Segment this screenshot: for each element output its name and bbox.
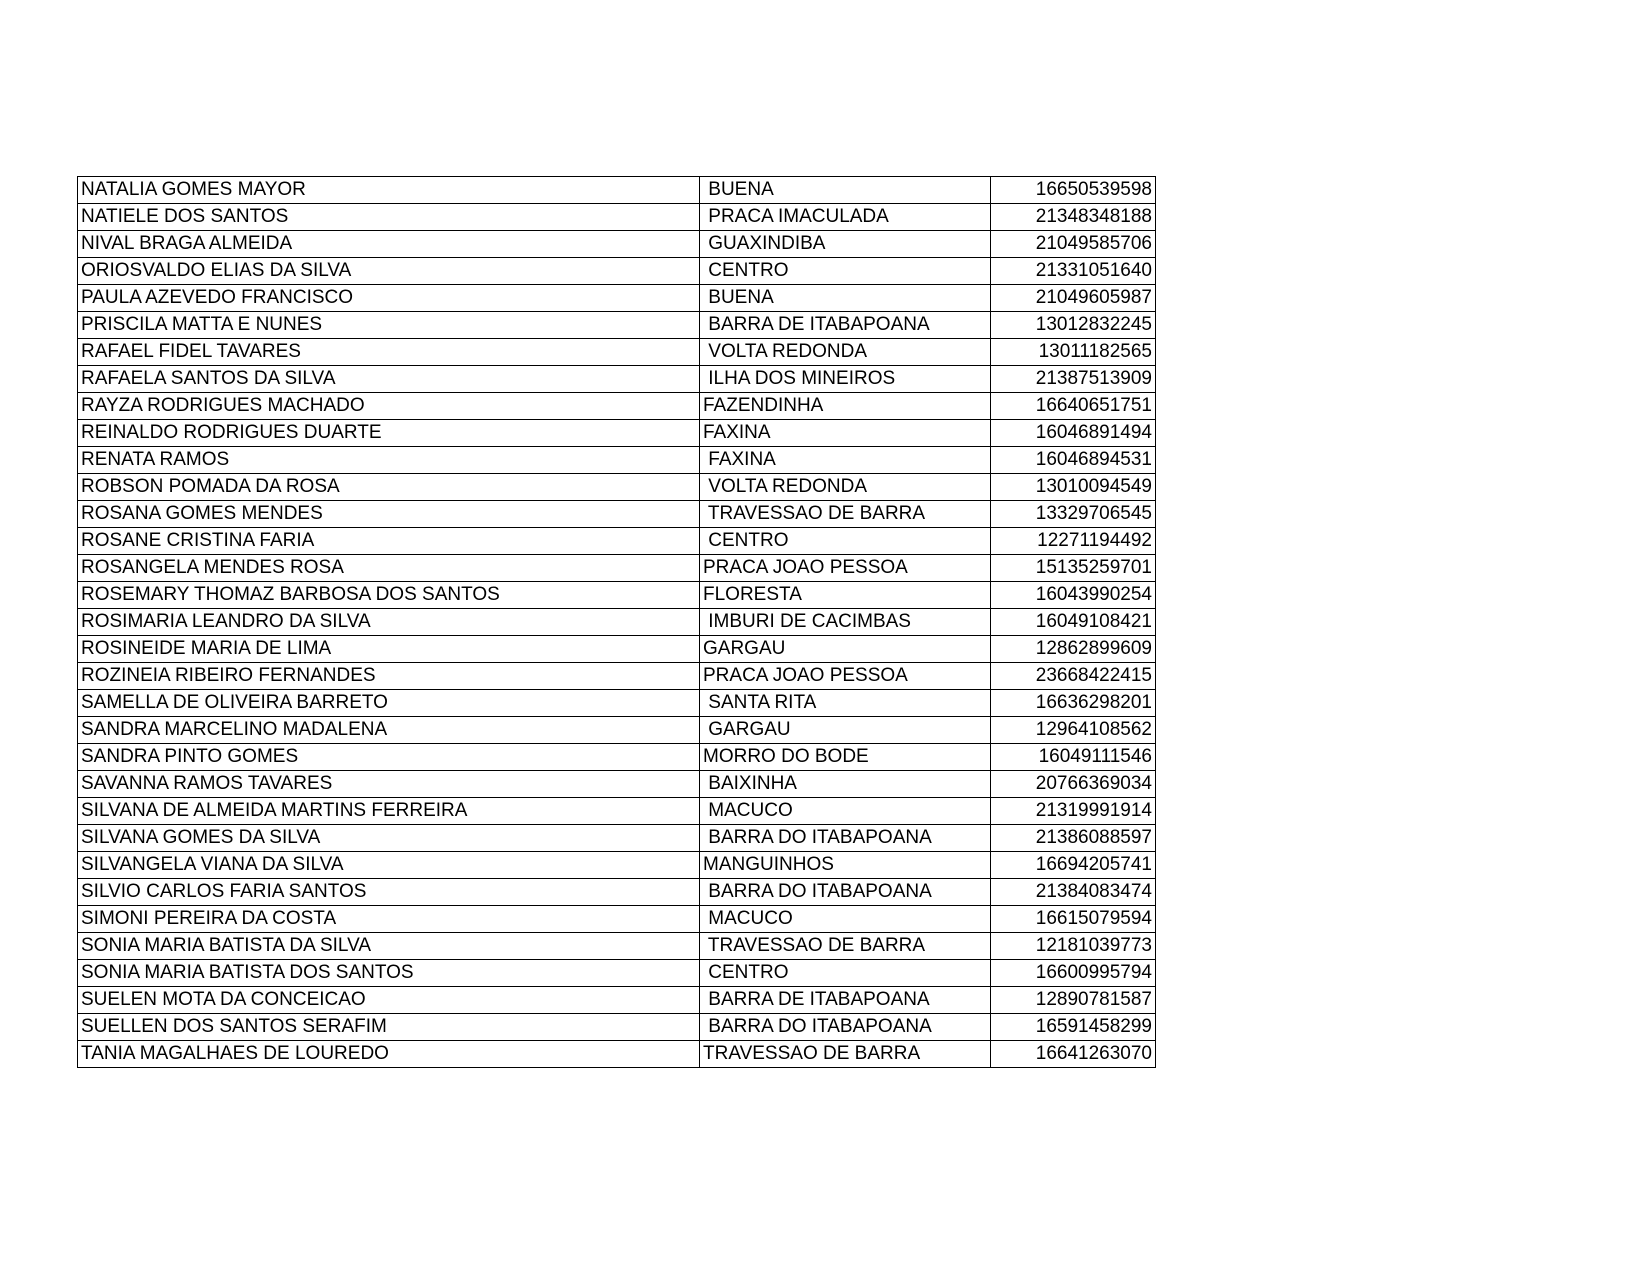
id-number-cell: 16046894531 xyxy=(991,447,1156,474)
id-number-cell: 20766369034 xyxy=(991,771,1156,798)
id-number-cell: 16640651751 xyxy=(991,393,1156,420)
id-number-cell: 16650539598 xyxy=(991,177,1156,204)
table-row xyxy=(78,366,1156,393)
person-name-cell: NIVAL BRAGA ALMEIDA xyxy=(78,231,700,258)
locality-cell: MACUCO xyxy=(700,906,991,933)
table-row xyxy=(78,447,1156,474)
locality-cell: ILHA DOS MINEIROS xyxy=(700,366,991,393)
person-name-cell: ROSINEIDE MARIA DE LIMA xyxy=(78,636,700,663)
person-name-cell: SIMONI PEREIRA DA COSTA xyxy=(78,906,700,933)
locality-cell: BARRA DE ITABAPOANA xyxy=(700,312,991,339)
locality-cell: BARRA DO ITABAPOANA xyxy=(700,1014,991,1041)
locality-cell: PRACA IMACULADA xyxy=(700,204,991,231)
table-row xyxy=(78,771,1156,798)
table-row xyxy=(78,636,1156,663)
id-number-cell: 16615079594 xyxy=(991,906,1156,933)
id-number-cell: 16600995794 xyxy=(991,960,1156,987)
table-row xyxy=(78,933,1156,960)
id-number-cell: 16636298201 xyxy=(991,690,1156,717)
person-name-cell: ROZINEIA RIBEIRO FERNANDES xyxy=(78,663,700,690)
id-number-cell: 21049585706 xyxy=(991,231,1156,258)
locality-cell: FAXINA xyxy=(700,420,991,447)
person-name-cell: ROSANA GOMES MENDES xyxy=(78,501,700,528)
person-name-cell: RAFAELA SANTOS DA SILVA xyxy=(78,366,700,393)
locality-cell: BUENA xyxy=(700,285,991,312)
locality-cell: BARRA DE ITABAPOANA xyxy=(700,987,991,1014)
id-number-cell: 12181039773 xyxy=(991,933,1156,960)
locality-cell: VOLTA REDONDA xyxy=(700,339,991,366)
person-name-cell: REINALDO RODRIGUES DUARTE xyxy=(78,420,700,447)
table-row xyxy=(78,690,1156,717)
records-table xyxy=(77,176,1156,1068)
locality-cell: CENTRO xyxy=(700,960,991,987)
person-name-cell: RAFAEL FIDEL TAVARES xyxy=(78,339,700,366)
person-name-cell: ROSEMARY THOMAZ BARBOSA DOS SANTOS xyxy=(78,582,700,609)
id-number-cell: 16694205741 xyxy=(991,852,1156,879)
person-name-cell: SONIA MARIA BATISTA DA SILVA xyxy=(78,933,700,960)
person-name-cell: ROSIMARIA LEANDRO DA SILVA xyxy=(78,609,700,636)
records-table-body xyxy=(78,177,1156,1068)
locality-cell: BUENA xyxy=(700,177,991,204)
locality-cell: FAXINA xyxy=(700,447,991,474)
table-row xyxy=(78,609,1156,636)
table-row xyxy=(78,204,1156,231)
person-name-cell: SAVANNA RAMOS TAVARES xyxy=(78,771,700,798)
table-row xyxy=(78,717,1156,744)
id-number-cell: 16046891494 xyxy=(991,420,1156,447)
locality-cell: PRACA JOAO PESSOA xyxy=(700,663,991,690)
person-name-cell: NATALIA GOMES MAYOR xyxy=(78,177,700,204)
person-name-cell: SILVANA DE ALMEIDA MARTINS FERREIRA xyxy=(78,798,700,825)
person-name-cell: ROSANGELA MENDES ROSA xyxy=(78,555,700,582)
table-row xyxy=(78,852,1156,879)
person-name-cell: SANDRA MARCELINO MADALENA xyxy=(78,717,700,744)
id-number-cell: 16049108421 xyxy=(991,609,1156,636)
person-name-cell: PRISCILA MATTA E NUNES xyxy=(78,312,700,339)
id-number-cell: 21387513909 xyxy=(991,366,1156,393)
id-number-cell: 13010094549 xyxy=(991,474,1156,501)
table-row xyxy=(78,663,1156,690)
id-number-cell: 12862899609 xyxy=(991,636,1156,663)
id-number-cell: 16049111546 xyxy=(991,744,1156,771)
table-row xyxy=(78,528,1156,555)
table-row xyxy=(78,501,1156,528)
table-row xyxy=(78,744,1156,771)
id-number-cell: 21384083474 xyxy=(991,879,1156,906)
locality-cell: GARGAU xyxy=(700,636,991,663)
person-name-cell: SAMELLA DE OLIVEIRA BARRETO xyxy=(78,690,700,717)
table-row xyxy=(78,798,1156,825)
table-row xyxy=(78,987,1156,1014)
locality-cell: BARRA DO ITABAPOANA xyxy=(700,879,991,906)
person-name-cell: SILVANGELA VIANA DA SILVA xyxy=(78,852,700,879)
id-number-cell: 21331051640 xyxy=(991,258,1156,285)
locality-cell: TRAVESSAO DE BARRA xyxy=(700,1041,991,1068)
table-row xyxy=(78,555,1156,582)
id-number-cell: 21319991914 xyxy=(991,798,1156,825)
locality-cell: IMBURI DE CACIMBAS xyxy=(700,609,991,636)
table-row xyxy=(78,285,1156,312)
table-row xyxy=(78,879,1156,906)
id-number-cell: 13012832245 xyxy=(991,312,1156,339)
id-number-cell: 23668422415 xyxy=(991,663,1156,690)
table-row xyxy=(78,1041,1156,1068)
id-number-cell: 21348348188 xyxy=(991,204,1156,231)
table-row xyxy=(78,1014,1156,1041)
table-row xyxy=(78,231,1156,258)
id-number-cell: 12890781587 xyxy=(991,987,1156,1014)
id-number-cell: 13329706545 xyxy=(991,501,1156,528)
id-number-cell: 16641263070 xyxy=(991,1041,1156,1068)
person-name-cell: SONIA MARIA BATISTA DOS SANTOS xyxy=(78,960,700,987)
locality-cell: BAIXINHA xyxy=(700,771,991,798)
person-name-cell: ROSANE CRISTINA FARIA xyxy=(78,528,700,555)
person-name-cell: SILVANA GOMES DA SILVA xyxy=(78,825,700,852)
person-name-cell: SUELLEN DOS SANTOS SERAFIM xyxy=(78,1014,700,1041)
person-name-cell: RENATA RAMOS xyxy=(78,447,700,474)
id-number-cell: 16043990254 xyxy=(991,582,1156,609)
id-number-cell: 15135259701 xyxy=(991,555,1156,582)
table-row xyxy=(78,474,1156,501)
locality-cell: MANGUINHOS xyxy=(700,852,991,879)
locality-cell: GARGAU xyxy=(700,717,991,744)
table-row xyxy=(78,420,1156,447)
locality-cell: CENTRO xyxy=(700,258,991,285)
id-number-cell: 13011182565 xyxy=(991,339,1156,366)
person-name-cell: TANIA MAGALHAES DE LOUREDO xyxy=(78,1041,700,1068)
table-row xyxy=(78,582,1156,609)
person-name-cell: RAYZA RODRIGUES MACHADO xyxy=(78,393,700,420)
person-name-cell: SILVIO CARLOS FARIA SANTOS xyxy=(78,879,700,906)
table-row xyxy=(78,339,1156,366)
table-row xyxy=(78,825,1156,852)
locality-cell: FAZENDINHA xyxy=(700,393,991,420)
locality-cell: BARRA DO ITABAPOANA xyxy=(700,825,991,852)
person-name-cell: SANDRA PINTO GOMES xyxy=(78,744,700,771)
locality-cell: FLORESTA xyxy=(700,582,991,609)
table-row xyxy=(78,393,1156,420)
id-number-cell: 16591458299 xyxy=(991,1014,1156,1041)
person-name-cell: ROBSON POMADA DA ROSA xyxy=(78,474,700,501)
table-row xyxy=(78,177,1156,204)
locality-cell: VOLTA REDONDA xyxy=(700,474,991,501)
person-name-cell: ORIOSVALDO ELIAS DA SILVA xyxy=(78,258,700,285)
locality-cell: CENTRO xyxy=(700,528,991,555)
locality-cell: MACUCO xyxy=(700,798,991,825)
table-row xyxy=(78,258,1156,285)
person-name-cell: NATIELE DOS SANTOS xyxy=(78,204,700,231)
table-row xyxy=(78,960,1156,987)
id-number-cell: 12964108562 xyxy=(991,717,1156,744)
person-name-cell: PAULA AZEVEDO FRANCISCO xyxy=(78,285,700,312)
locality-cell: TRAVESSAO DE BARRA xyxy=(700,933,991,960)
locality-cell: PRACA JOAO PESSOA xyxy=(700,555,991,582)
locality-cell: TRAVESSAO DE BARRA xyxy=(700,501,991,528)
person-name-cell: SUELEN MOTA DA CONCEICAO xyxy=(78,987,700,1014)
locality-cell: SANTA RITA xyxy=(700,690,991,717)
id-number-cell: 21386088597 xyxy=(991,825,1156,852)
locality-cell: MORRO DO BODE xyxy=(700,744,991,771)
table-row xyxy=(78,312,1156,339)
locality-cell: GUAXINDIBA xyxy=(700,231,991,258)
id-number-cell: 21049605987 xyxy=(991,285,1156,312)
id-number-cell: 12271194492 xyxy=(991,528,1156,555)
table-row xyxy=(78,906,1156,933)
